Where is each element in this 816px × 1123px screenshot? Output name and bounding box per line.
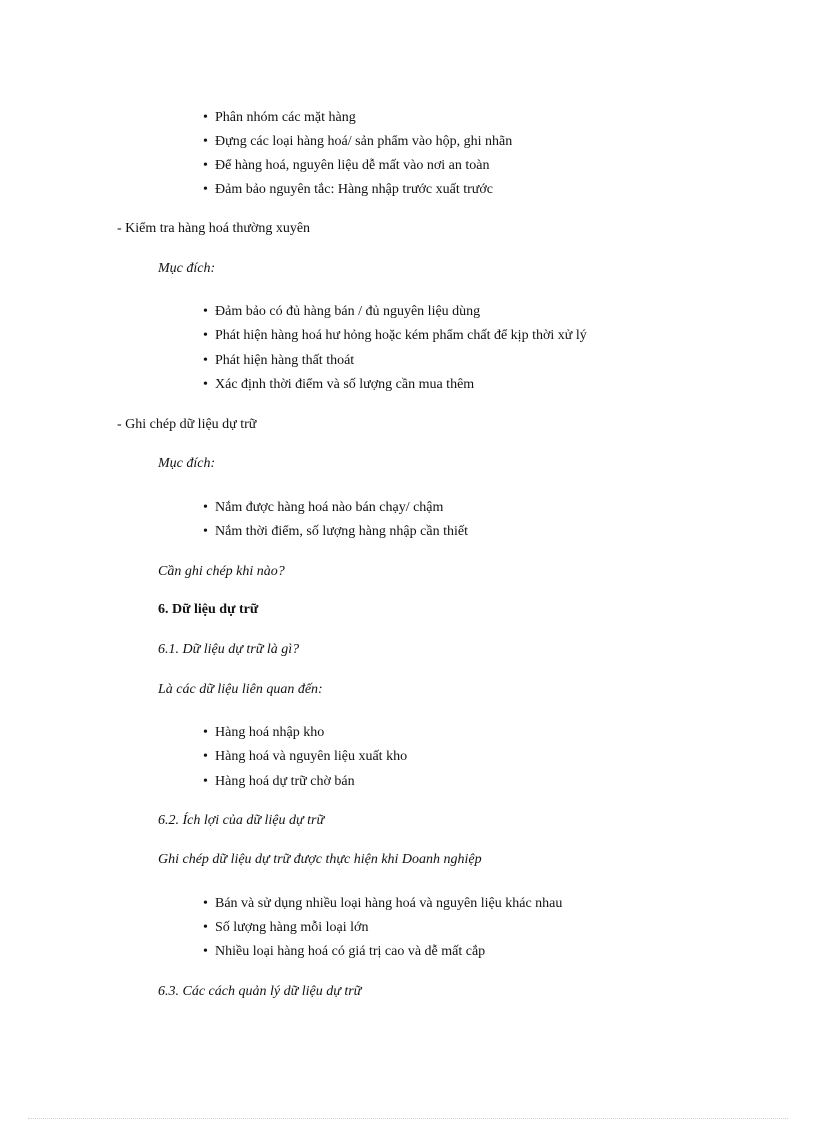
bullet-dot: • [203,110,208,125]
purpose-label: Mục đích: [158,261,216,276]
bullet-dot: • [203,896,208,911]
bullet-item [203,525,468,539]
bullet-dot: • [203,182,208,197]
subsection-6-1-title: 6.1. Dữ liệu dự trữ là gì? [158,642,300,657]
bullet-dot: • [203,134,208,149]
bullet-item [203,775,355,789]
bullet-dot: • [203,524,208,539]
bullet-item [203,111,356,125]
bullet-dot: • [203,944,208,959]
bullet-text: Phát hiện hàng hoá hư hỏng hoặc kém phẩm chất để kịp thời xử lý [215,328,587,343]
bullet-item [203,305,480,319]
bullet-dot: • [203,353,208,368]
bullet-item [203,354,354,368]
bullet-item [203,897,562,911]
record-question: Cần ghi chép khi nào? [158,564,285,579]
subsection-6-1-intro: Là các dữ liệu liên quan đến: [158,682,323,697]
bullet-item [203,378,474,392]
bullet-item [203,135,512,149]
bullet-dot: • [203,328,208,343]
bullet-dot: • [203,500,208,515]
bullet-item [203,945,485,959]
bullet-text: Hàng hoá nhập kho [215,725,325,740]
subsection-6-3-title: 6.3. Các cách quản lý dữ liệu dự trữ [158,984,362,999]
bullet-dot: • [203,304,208,319]
bullet-item [203,726,324,740]
bullet-text: Phát hiện hàng thất thoát [215,353,355,368]
section-6-title: 6. Dữ liệu dự trữ [158,602,259,617]
bullet-text: Để hàng hoá, nguyên liệu dễ mất vào nơi an toàn [215,158,490,173]
bullet-item [203,329,587,343]
bullet-dot: • [203,377,208,392]
purpose-label: Mục đích: [158,456,216,471]
bullet-dot: • [203,774,208,789]
bullet-dot: • [203,725,208,740]
bullet-item [203,750,407,764]
bullet-text: Phân nhóm các mặt hàng [215,110,356,125]
bullet-text: Nắm được hàng hoá nào bán chạy/ chậm [215,500,444,515]
bullet-text: Số lượng hàng mỗi loại lớn [215,920,369,935]
subsection-6-2-intro: Ghi chép dữ liệu dự trữ được thực hiện khi Doanh nghiệp [158,852,482,867]
bullet-dot: • [203,920,208,935]
bullet-item [203,501,443,515]
section-heading-record: - Ghi chép dữ liệu dự trữ [117,417,257,432]
bullet-text: Bán và sử dụng nhiều loại hàng hoá và nguyên liệu khác nhau [215,896,563,911]
bullet-text: Hàng hoá dự trữ chờ bán [215,774,355,789]
bullet-text: Đựng các loại hàng hoá/ sản phẩm vào hộp, ghi nhãn [215,134,513,149]
bullet-text: Nắm thời điểm, số lượng hàng nhập cần thiết [215,524,468,539]
section-heading-check: - Kiểm tra hàng hoá thường xuyên [117,221,311,236]
bullet-text: Đảm bảo nguyên tắc: Hàng nhập trước xuất trước [215,182,494,197]
bullet-text: Nhiều loại hàng hoá có giá trị cao và dễ mất cắp [215,944,486,959]
bullet-dot: • [203,749,208,764]
bullet-text: Đảm bảo có đủ hàng bán / đủ nguyên liệu dùng [215,304,481,319]
subsection-6-2-title: 6.2. Ích lợi của dữ liệu dự trữ [158,813,325,828]
footer-divider [28,1118,788,1119]
bullet-text: Hàng hoá và nguyên liệu xuất kho [215,749,408,764]
bullet-item [203,921,368,935]
bullet-item [203,159,490,173]
bullet-dot: • [203,158,208,173]
bullet-text: Xác định thời điểm và số lượng cần mua thêm [215,377,475,392]
bullet-item [203,183,493,197]
